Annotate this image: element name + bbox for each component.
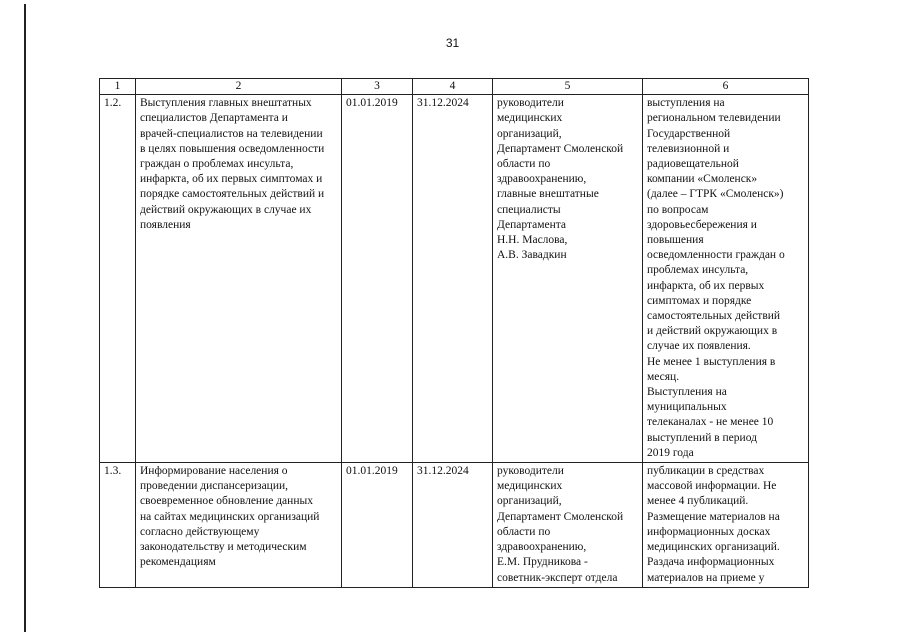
column-number-header: 6 <box>643 79 809 95</box>
responsible-parties: руководители медицинских организаций, Департамент Смоленской области по здравоохранению, Е.М. Прудникова - советник-эксперт отдела <box>493 463 643 588</box>
responsible-parties: руководители медицинских организаций, Департамент Смоленской области по здравоохранению, главные внештатные специалисты Департамента Н.Н. Маслова, А.В. Завадкин <box>493 95 643 463</box>
table-row <box>100 463 809 588</box>
plan-table <box>99 78 809 588</box>
start-date: 01.01.2019 <box>342 463 413 588</box>
expected-result: выступления на региональном телевидении Государственной телевизионной и радиовещательной компании «Смоленск» (далее – ГТРК «Смоленск») по вопросам здоровьесбережения и повышения осведомленности граждан о проблемах инсульта, инфаркта, об их первых симптомах и порядке самостоятельных действий и действий окружающих в случае их появления. Не менее 1 выступления в месяц. Выступления на муниципальных телеканалах - не менее 10 выступлений в период 2019 года <box>643 95 809 463</box>
column-number-header: 4 <box>413 79 493 95</box>
column-number-header: 5 <box>493 79 643 95</box>
table-row <box>100 95 809 463</box>
header-row <box>100 79 809 95</box>
end-date: 31.12.2024 <box>413 463 493 588</box>
column-number-header: 2 <box>136 79 342 95</box>
expected-result: публикации в средствах массовой информации. Не менее 4 публикаций. Размещение материалов на информационных досках медицинских организаций. Раздача информационных материалов на приеме у <box>643 463 809 588</box>
start-date: 01.01.2019 <box>342 95 413 463</box>
page-number: 31 <box>445 36 460 50</box>
end-date: 31.12.2024 <box>413 95 493 463</box>
item-number: 1.2. <box>100 95 136 463</box>
action-description: Выступления главных внештатных специалистов Департамента и врачей-специалистов на телевидении в целях повышения осведомленности граждан о проблемах инсульта, инфаркта, об их первых симптомах и порядке самостоятельных действий и действий окружающих в случае их появления <box>136 95 342 463</box>
column-number-header: 3 <box>342 79 413 95</box>
column-number-header: 1 <box>100 79 136 95</box>
action-description: Информирование населения о проведении диспансеризации, своевременное обновление данных на сайтах медицинских организаций согласно действующему законодательству и методическим рекомендациям <box>136 463 342 588</box>
binding-margin-line <box>24 4 26 632</box>
item-number: 1.3. <box>100 463 136 588</box>
